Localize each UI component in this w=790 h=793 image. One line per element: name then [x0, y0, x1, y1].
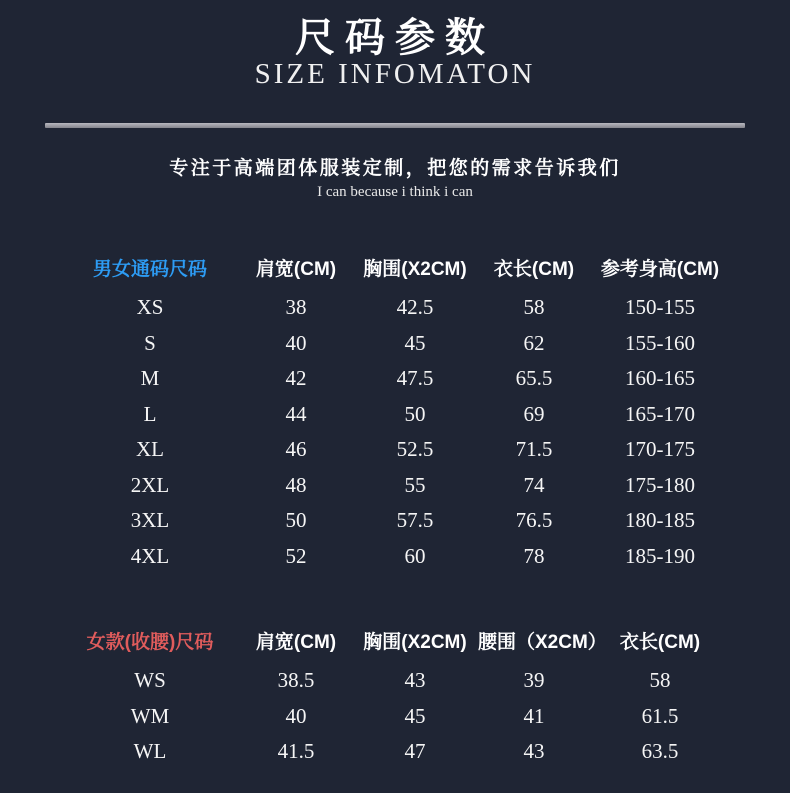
column-header-chest: 胸围(X2CM): [363, 258, 467, 280]
value-cell: 155-160: [625, 330, 695, 355]
value-cell: 38.5: [277, 668, 315, 693]
page-title: 尺码参数: [295, 15, 495, 60]
value-cell: 76.5: [515, 508, 553, 533]
unisex-table-label: 男女通码尺码: [92, 258, 207, 280]
column-header-length: 衣长(CM): [493, 258, 575, 280]
value-cell: 41: [523, 703, 545, 728]
size-label: S: [144, 330, 156, 355]
value-cell: 55: [404, 472, 426, 497]
value-cell: 60: [404, 543, 426, 568]
column-header-shoulder: 肩宽(CM): [255, 631, 337, 653]
value-cell: 45: [404, 703, 426, 728]
value-cell: 50: [404, 401, 426, 426]
value-cell: 52: [285, 543, 307, 568]
women-table-label: 女款(收腰)尺码: [86, 631, 214, 653]
value-cell: 185-190: [625, 543, 695, 568]
value-cell: 71.5: [515, 437, 553, 462]
size-label: WM: [130, 703, 170, 728]
size-label: M: [140, 366, 160, 391]
table-row: [60, 290, 730, 326]
value-cell: 160-165: [625, 366, 695, 391]
table-row: [60, 468, 730, 504]
size-label: L: [143, 401, 157, 426]
value-cell: 50: [285, 508, 307, 533]
size-label: 2XL: [130, 472, 170, 497]
divider: [45, 123, 745, 128]
value-cell: 45: [404, 330, 426, 355]
value-cell: 78: [523, 543, 545, 568]
table-row: [60, 734, 730, 770]
value-cell: 40: [285, 330, 307, 355]
table-row: [60, 397, 730, 433]
table-row: [60, 699, 730, 735]
column-header-waist: 腰围（X2CM）: [478, 631, 607, 653]
value-cell: 38: [285, 295, 307, 320]
value-cell: 44: [285, 401, 307, 426]
value-cell: 47: [404, 739, 426, 764]
table-row: [60, 663, 730, 699]
value-cell: 165-170: [625, 401, 695, 426]
value-cell: 40: [285, 703, 307, 728]
size-label: XS: [136, 295, 164, 320]
value-cell: 74: [523, 472, 545, 497]
tagline: 专注于高端团体服装定制，把您的需求告诉我们: [169, 158, 621, 179]
unisex-table-header-row: [60, 248, 730, 286]
value-cell: 47.5: [396, 366, 434, 391]
size-label: WL: [133, 739, 167, 764]
value-cell: 65.5: [515, 366, 553, 391]
column-header-height: 参考身高(CM): [600, 258, 720, 280]
column-header-shoulder: 肩宽(CM): [255, 258, 337, 280]
table-row: [60, 503, 730, 539]
value-cell: 150-155: [625, 295, 695, 320]
table-row: [60, 539, 730, 575]
value-cell: 42: [285, 366, 307, 391]
value-cell: 58: [523, 295, 545, 320]
value-cell: 175-180: [625, 472, 695, 497]
value-cell: 180-185: [625, 508, 695, 533]
value-cell: 57.5: [396, 508, 434, 533]
table-row: [60, 432, 730, 468]
value-cell: 170-175: [625, 437, 695, 462]
size-label: 4XL: [130, 543, 170, 568]
value-cell: 58: [649, 668, 671, 693]
unisex-size-table: [0, 248, 790, 574]
value-cell: 52.5: [396, 437, 434, 462]
women-size-table: [0, 621, 790, 770]
size-label: 3XL: [130, 508, 170, 533]
value-cell: 41.5: [277, 739, 315, 764]
page-subtitle: SIZE INFOMATON: [254, 58, 536, 90]
value-cell: 43: [523, 739, 545, 764]
value-cell: 69: [523, 401, 545, 426]
size-label: XL: [136, 437, 164, 462]
size-label: WS: [134, 668, 166, 693]
value-cell: 48: [285, 472, 307, 497]
column-header-length: 衣长(CM): [619, 631, 701, 653]
value-cell: 46: [285, 437, 307, 462]
value-cell: 61.5: [641, 703, 679, 728]
value-cell: 62: [523, 330, 545, 355]
table-row: [60, 326, 730, 362]
value-cell: 43: [404, 668, 426, 693]
value-cell: 63.5: [641, 739, 679, 764]
table-row: [60, 361, 730, 397]
column-header-chest: 胸围(X2CM): [363, 631, 467, 653]
motto: I can because i think i can: [317, 184, 473, 200]
value-cell: 39: [523, 668, 545, 693]
women-table-header-row: [60, 621, 730, 659]
value-cell: 42.5: [396, 295, 434, 320]
